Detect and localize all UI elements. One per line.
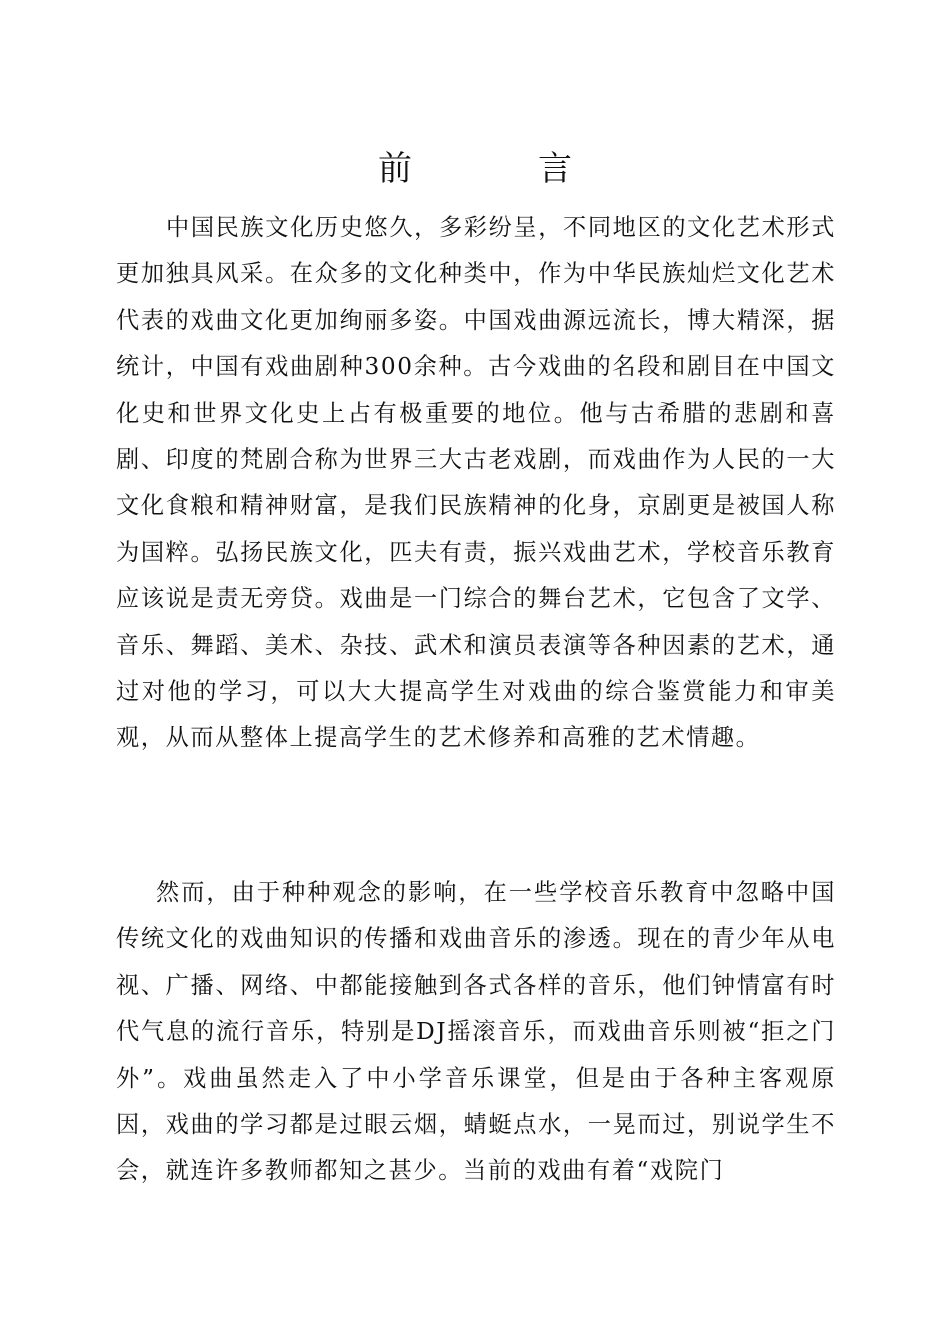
paragraph-1: 中国民族文化历史悠久，多彩纷呈，不同地区的文化艺术形式更加独具风采。在众多的文化种类中，作为中华民族灿烂文化艺术代表的戏曲文化更加绚丽多姿。中国戏曲源远流长，博大精深，据统计，中国有戏曲剧种300余种。古今戏曲的名段和剧目在中国文化史和世界文化史上占有极重要的地位。他与古希腊的悲剧和喜剧、印度的梵剧合称为世界三大古老戏剧，而戏曲作为人民的一大文化食粮和精神财富，是我们民族精神的化身，京剧更是被国人称为国粹。弘扬民族文化，匹夫有责，振兴戏曲艺术，学校音乐教育应该说是责无旁贷。戏曲是一门综合的舞台艺术，它包含了文学、音乐、舞蹈、美术、杂技、武术和演员表演等各种因素的艺术，通过对他的学习，可以大大提高学生对戏曲的综合鉴赏能力和审美观，从而从整体上提高学生的艺术修养和高雅的艺术情趣。 — [116, 214, 836, 752]
paragraph-2: 然而，由于种种观念的影响，在一些学校音乐教育中忽略中国传统文化的戏曲知识的传播和戏曲音乐的渗透。现在的青少年从电视、广播、网络、中都能接触到各式各样的音乐，他们钟情富有时代气息的流行音乐，特别是DJ摇滚音乐，而戏曲音乐则被“拒之门外”。戏曲虽然走入了中小学音乐课堂，但是由于各种主客观原因，戏曲的学习都是过眼云烟，蜻蜓点水，一晃而过，别说学生不会，就连许多教师都知之甚少。当前的戏曲有着“戏院门 — [116, 879, 836, 1185]
page-title: 前 言 — [378, 148, 618, 189]
